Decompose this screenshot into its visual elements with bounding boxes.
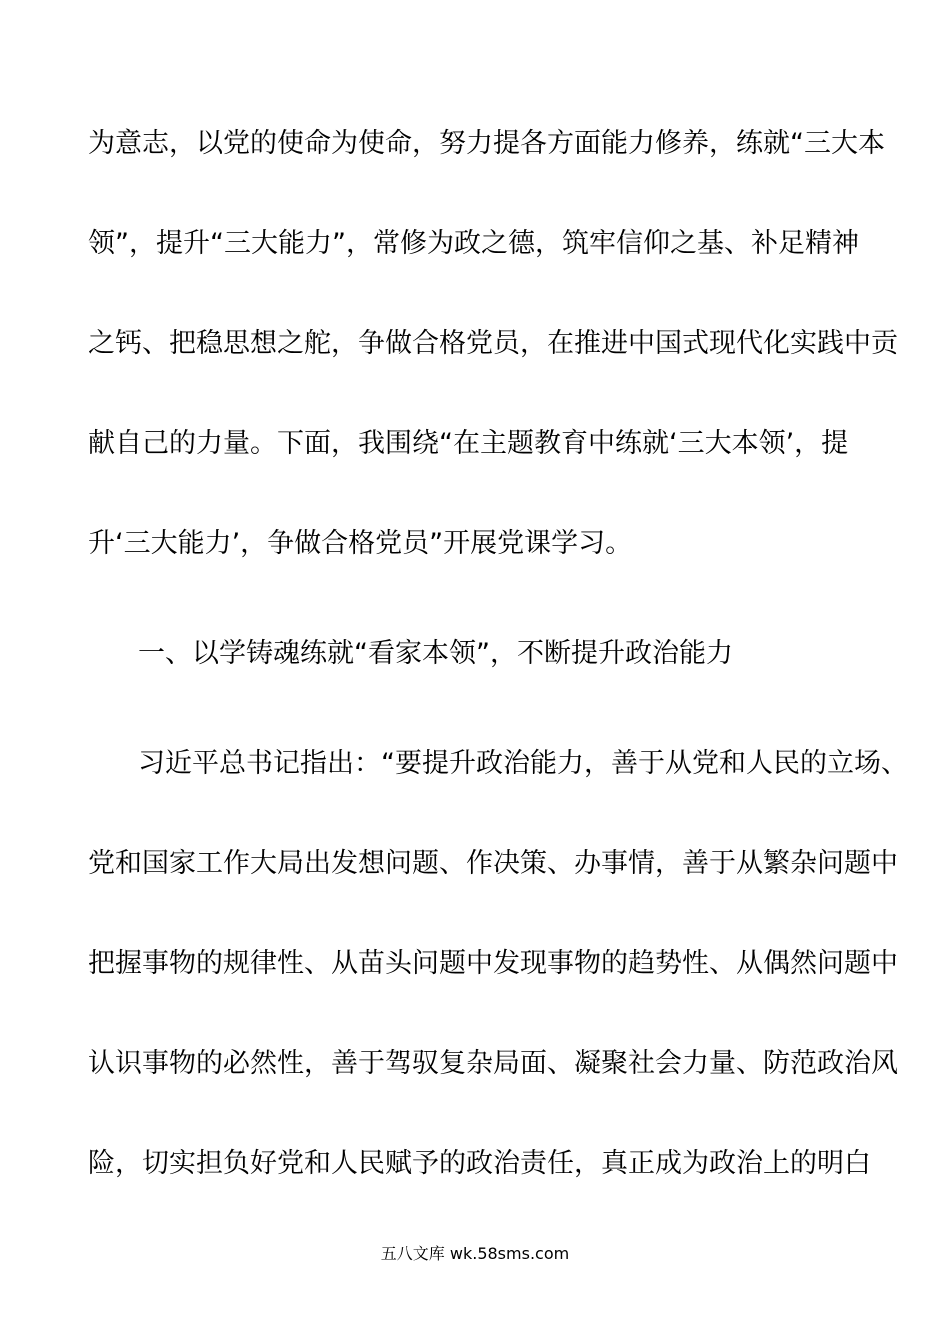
- paragraph-line: 把握事物的规律性、从苗头问题中发现事物的趋势性、从偶然问题中: [88, 948, 898, 979]
- section-heading: 一、以学铸魂练就“看家本领”，不断提升政治能力: [138, 638, 733, 669]
- paragraph-line: 之钙、把稳思想之舵，争做合格党员，在推进中国式现代化实践中贡: [88, 328, 898, 359]
- paragraph-line: 党和国家工作大局出发想问题、作决策、办事情，善于从繁杂问题中: [88, 848, 898, 879]
- paragraph-line: 认识事物的必然性，善于驾驭复杂局面、凝聚社会力量、防范政治风: [88, 1048, 898, 1079]
- paragraph-line: 升‘三大能力’，争做合格党员”开展党课学习。: [88, 528, 633, 559]
- paragraph-line: 险，切实担负好党和人民赋予的政治责任，真正成为政治上的明白: [88, 1148, 871, 1179]
- paragraph-line: 习近平总书记指出：“要提升政治能力，善于从党和人民的立场、: [138, 748, 908, 779]
- paragraph-line: 为意志，以党的使命为使命，努力提各方面能力修养，练就“三大本: [88, 128, 885, 159]
- footer-watermark: 五八文库 wk.58sms.com: [380, 1244, 570, 1263]
- paragraph-line: 领”，提升“三大能力”，常修为政之德，筑牢信仰之基、补足精神: [88, 228, 859, 259]
- paragraph-line: 献自己的力量。下面，我围绕“在主题教育中练就‘三大本领’，提: [88, 428, 849, 459]
